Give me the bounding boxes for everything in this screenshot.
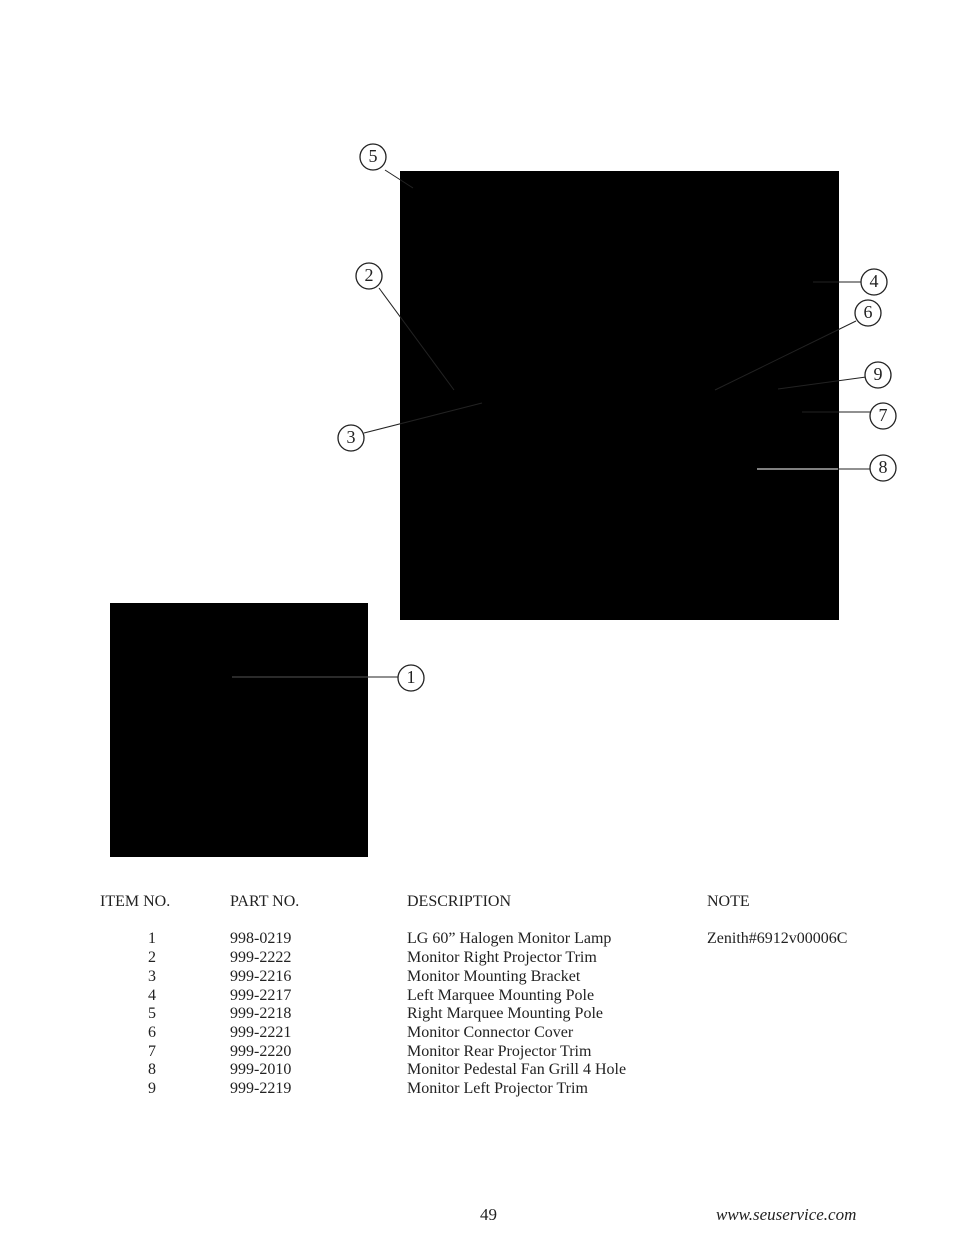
callout-number-5: 5 bbox=[368, 146, 378, 166]
part-no-cell: 999-2221 bbox=[230, 1023, 292, 1041]
note-cell bbox=[707, 968, 880, 987]
note-cell bbox=[707, 1080, 880, 1099]
table-row bbox=[100, 1080, 880, 1099]
note-cell bbox=[707, 1024, 880, 1043]
table-row bbox=[100, 949, 880, 968]
header-description: DESCRIPTION bbox=[407, 893, 512, 910]
description-cell: Monitor Right Projector Trim bbox=[407, 949, 597, 967]
item-no-cell: 8 bbox=[148, 1061, 156, 1079]
description-cell: Monitor Rear Projector Trim bbox=[407, 1042, 592, 1060]
description-cell: Monitor Mounting Bracket bbox=[407, 967, 581, 985]
part-no-cell: 998-0219 bbox=[230, 930, 292, 948]
parts-list-table bbox=[100, 893, 880, 1099]
table-header-row bbox=[100, 893, 880, 930]
lamp-image bbox=[110, 603, 368, 857]
item-no-cell: 1 bbox=[148, 930, 156, 948]
table-row bbox=[100, 987, 880, 1006]
item-no-cell: 9 bbox=[148, 1080, 156, 1098]
part-no-cell: 999-2219 bbox=[230, 1080, 292, 1098]
table-row bbox=[100, 1061, 880, 1080]
note-cell: Zenith#6912v00006C bbox=[707, 930, 848, 948]
part-no-cell: 999-2220 bbox=[230, 1042, 292, 1060]
page-number: 49 bbox=[480, 1205, 497, 1224]
item-no-cell: 5 bbox=[148, 1005, 156, 1023]
description-cell: Monitor Connector Cover bbox=[407, 1023, 574, 1041]
table-row bbox=[100, 930, 880, 949]
callout-number-8: 8 bbox=[878, 457, 888, 477]
callout-number-1: 1 bbox=[406, 667, 416, 687]
table-row bbox=[100, 1005, 880, 1024]
part-no-cell: 999-2010 bbox=[230, 1061, 292, 1079]
description-cell: Left Marquee Mounting Pole bbox=[407, 986, 595, 1004]
header-part-no: PART NO. bbox=[230, 893, 300, 910]
table-row bbox=[100, 1024, 880, 1043]
table-row bbox=[100, 1043, 880, 1062]
callout-number-9: 9 bbox=[873, 364, 883, 384]
website-link[interactable]: www.seuservice.com bbox=[716, 1205, 857, 1224]
item-no-cell: 3 bbox=[148, 967, 156, 985]
part-no-cell: 999-2218 bbox=[230, 1005, 292, 1023]
note-cell bbox=[707, 1061, 880, 1080]
description-cell: Right Marquee Mounting Pole bbox=[407, 1005, 603, 1023]
callout-number-2: 2 bbox=[364, 265, 374, 285]
monitor-assembly-image bbox=[400, 171, 839, 620]
description-cell: Monitor Pedestal Fan Grill 4 Hole bbox=[407, 1061, 627, 1079]
item-no-cell: 2 bbox=[148, 949, 156, 967]
note-cell bbox=[707, 949, 880, 968]
part-no-cell: 999-2216 bbox=[230, 967, 292, 985]
callout-number-7: 7 bbox=[878, 405, 888, 425]
part-no-cell: 999-2222 bbox=[230, 949, 292, 967]
part-no-cell: 999-2217 bbox=[230, 986, 292, 1004]
description-cell: Monitor Left Projector Trim bbox=[407, 1080, 588, 1098]
item-no-cell: 6 bbox=[148, 1023, 156, 1041]
header-note: NOTE bbox=[707, 893, 750, 910]
item-no-cell: 4 bbox=[148, 986, 156, 1004]
description-cell: LG 60” Halogen Monitor Lamp bbox=[407, 930, 612, 948]
callout-number-4: 4 bbox=[869, 271, 879, 291]
note-cell bbox=[707, 1005, 880, 1024]
callout-number-3: 3 bbox=[346, 427, 356, 447]
note-cell bbox=[707, 987, 880, 1006]
item-no-cell: 7 bbox=[148, 1042, 156, 1060]
note-cell bbox=[707, 1043, 880, 1062]
table-row bbox=[100, 968, 880, 987]
header-item-no: ITEM NO. bbox=[100, 893, 171, 910]
callout-number-6: 6 bbox=[863, 302, 873, 322]
